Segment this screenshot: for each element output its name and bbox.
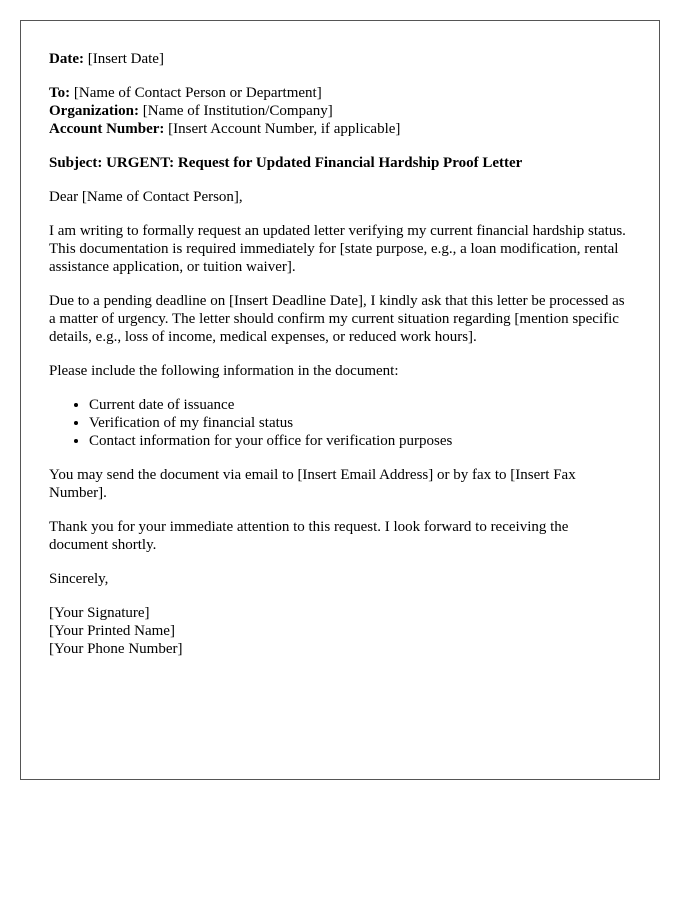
signature-block: [49, 604, 631, 658]
organization-label: Organization:: [49, 103, 139, 119]
organization-line: [49, 102, 631, 120]
date-label: Date:: [49, 51, 84, 67]
body-paragraph-1: I am writing to formally request an updated letter verifying my current financial hardship status. This documentation is required immediately for [state purpose, e.g., a loan modification, rental assistance application, or tuition waiver].: [49, 223, 626, 275]
recipient-block: [49, 84, 631, 138]
account-number-line: [49, 120, 631, 138]
account-number-value: [Insert Account Number, if applicable]: [168, 121, 401, 137]
phone-number: [Your Phone Number]: [49, 641, 183, 657]
list-item: • Contact information for your office for verification purposes: [89, 432, 631, 450]
list-intro: Please include the following information in the document:: [49, 363, 399, 379]
subject-text: Subject: URGENT: Request for Updated Financial Hardship Proof Letter: [49, 155, 523, 171]
signature-placeholder: [Your Signature]: [49, 605, 150, 621]
to-line: [49, 84, 631, 102]
printed-name: [Your Printed Name]: [49, 623, 175, 639]
salutation: Dear [Name of Contact Person],: [49, 189, 243, 205]
letter-page: [20, 20, 660, 780]
subject-line: [49, 154, 631, 172]
body-paragraph-4: Thank you for your immediate attention to this request. I look forward to receiving the document shortly.: [49, 519, 569, 553]
to-value: [Name of Contact Person or Department]: [73, 85, 322, 101]
closing: Sincerely,: [49, 571, 109, 587]
list-item: • Current date of issuance: [89, 396, 631, 414]
date-line: [49, 50, 631, 68]
date-value: [Insert Date]: [87, 51, 164, 67]
body-paragraph-2: Due to a pending deadline on [Insert Deadline Date], I kindly ask that this letter be processed as a matter of urgency. The letter should confirm my current situation regarding [mention specific details, e.g., loss of income, medical expenses, or reduced work hours].: [49, 293, 625, 345]
body-paragraph-3: You may send the document via email to [Insert Email Address] or by fax to [Insert Fax Number].: [49, 467, 576, 501]
account-number-label: Account Number:: [49, 121, 165, 137]
requirements-list: [49, 396, 631, 450]
list-item: • Verification of my financial status: [89, 414, 631, 432]
to-label: To:: [49, 85, 71, 101]
organization-value: [Name of Institution/Company]: [142, 103, 333, 119]
